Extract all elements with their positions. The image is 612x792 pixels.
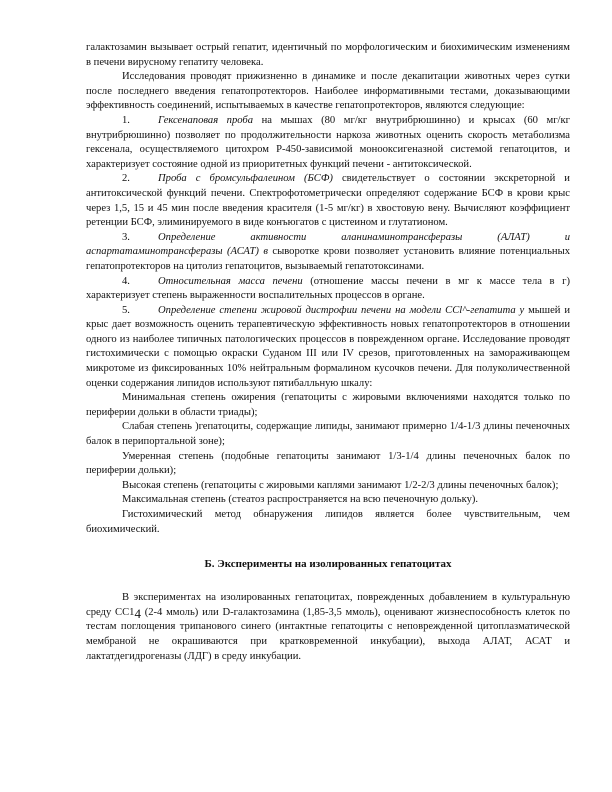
- scale-level-3: Умеренная степень (подобные гепатоциты занимают 1/3-1/4 длины печеночных балок по периферии дольки);: [86, 450, 570, 477]
- scale-level-1: Минимальная степень ожирения (гепатоциты с жировыми включениями находятся только по периферии дольки в области триады);: [86, 392, 570, 418]
- subscript: 4: [134, 605, 141, 621]
- paragraph-histochemical: Гистохимический метод обнаружения липидов является более чувствительным, чем биохимический.: [86, 509, 570, 535]
- item-number: 2.: [122, 173, 130, 185]
- document-page: [86, 41, 570, 664]
- test-item-5: [86, 304, 570, 392]
- scale-level-4: Высокая степень (гепатоциты с жировыми каплями занимают 1/2-2/3 длины печеночных балок);: [122, 479, 559, 491]
- item-title: Гексенаповая проба: [158, 114, 254, 126]
- scale-level-2: Слабая степень )гепатоциты, содержащие липиды, занимают примерно 1/4-1/3 длины печеночных балок в перипортальной зоне);: [86, 421, 570, 448]
- test-item-2: [86, 172, 570, 230]
- paragraph-text-a: В экспериментах на изолированных гепатоцитах, поврежденных добавлением в культуральную среду СС1: [86, 592, 570, 618]
- scale-level-5: Максимальная степень (стеатоз распространяется на всю печеночную дольку).: [122, 494, 479, 506]
- item-title: Относительная масса печени: [158, 275, 303, 287]
- item-text: свидетельствует о состоянии экскреторной и антитоксической функций печени. Спектрофотометрически определяют содержание БСФ в крови крыс через 1,5, 15 и 45 мин после введения красителя (1-5 мг/кг) в хвостовую вену. Вычисляют коэффициент ретенции БСФ, элиминируемого в виде конъюгатов с цистеином и глутатионом.: [86, 173, 570, 229]
- paragraph-research-method: Исследования проводят прижизненно в динамике и после декапитации животных через сутки после последнего введения гепатопротекторов. Наиболее информативными тестами, доказывающими эффективность соединений, испытываемых в качестве гепатопротекторов, являются следующие:: [86, 71, 570, 112]
- item-title: Проба с бромсульфалеином (БСФ): [158, 173, 333, 185]
- item-number: 4.: [122, 275, 130, 287]
- paragraph-text-b: (2-4 ммоль) или D-галактозамина (1,85-3,5 ммоль), оценивают жизнеспособность клеток по тестам поглощения трипанового синего (интактные гепатоциты с неповрежденной цитоплазматической мембраной не окрашиваются при кратковременной инкубации), выхода АЛАТ, АСАТ и лактатдегидрогеназы (ЛДГ) в среду инкубации.: [86, 606, 570, 662]
- item-text: мышей и крыс дает возможность оценить терапевтическую эффективность новых гепатопротекторов в отношении одного из наиболее типичных патологических процессов в поврежденном органе. Исследование проводят гистохимически с помощью окраски Суданом III или IV срезов, приготовленных на замораживающем микротоме из фиксированных 10% нейтральным формалином кусочков печени. Для полуколичественной оценки содержания липидов используют пятибалльную шкалу:: [86, 304, 570, 389]
- item-text: сыворотке крови позволяет установить влияние потенциальных гепатопротекторов на цитолиз гепатоцитов, вызываемый гепатотоксинами.: [86, 246, 570, 272]
- item-title: Определение степени жировой дистрофии печени на модели CCl^-гепатита у: [158, 304, 525, 316]
- paragraph-isolated-hepatocytes: [86, 591, 570, 664]
- item-text: (отношение массы печени в мг к массе тела в г) характеризует степень выраженности воспалительных процессов в органе.: [86, 275, 570, 302]
- test-item-3: [86, 231, 570, 275]
- section-heading: Б. Эксперименты на изолированных гепатоцитах: [204, 558, 452, 571]
- paragraph-intro-continuation: галактозамин вызывает острый гепатит, идентичный по морфологическим и биохимическим изменениям в печени вирусному гепатиту человека.: [86, 42, 570, 68]
- item-number: 1.: [122, 114, 130, 126]
- item-text: на мышах (80 мг/кг внутрибрюшинно) и крысах (60 мг/кг внутрибрюшинно) позволяет по продолжительности наркоза животных оценить скорость метаболизма гексенала, осуществляемого цитохром Р-450-зависимой монооксигеназной системой гепатоцитов, и характеризует состояние одной из приоритетных функций печени - антитоксической.: [86, 114, 570, 170]
- item-title: Определение активности аланинаминотрансферазы (АЛАТ) и аспартатаминотрансферазы (АСАТ) в: [86, 231, 570, 258]
- test-item-4: [86, 275, 570, 304]
- item-number: 3.: [122, 231, 130, 243]
- item-number: 5.: [122, 304, 130, 316]
- test-item-1: [86, 114, 570, 172]
